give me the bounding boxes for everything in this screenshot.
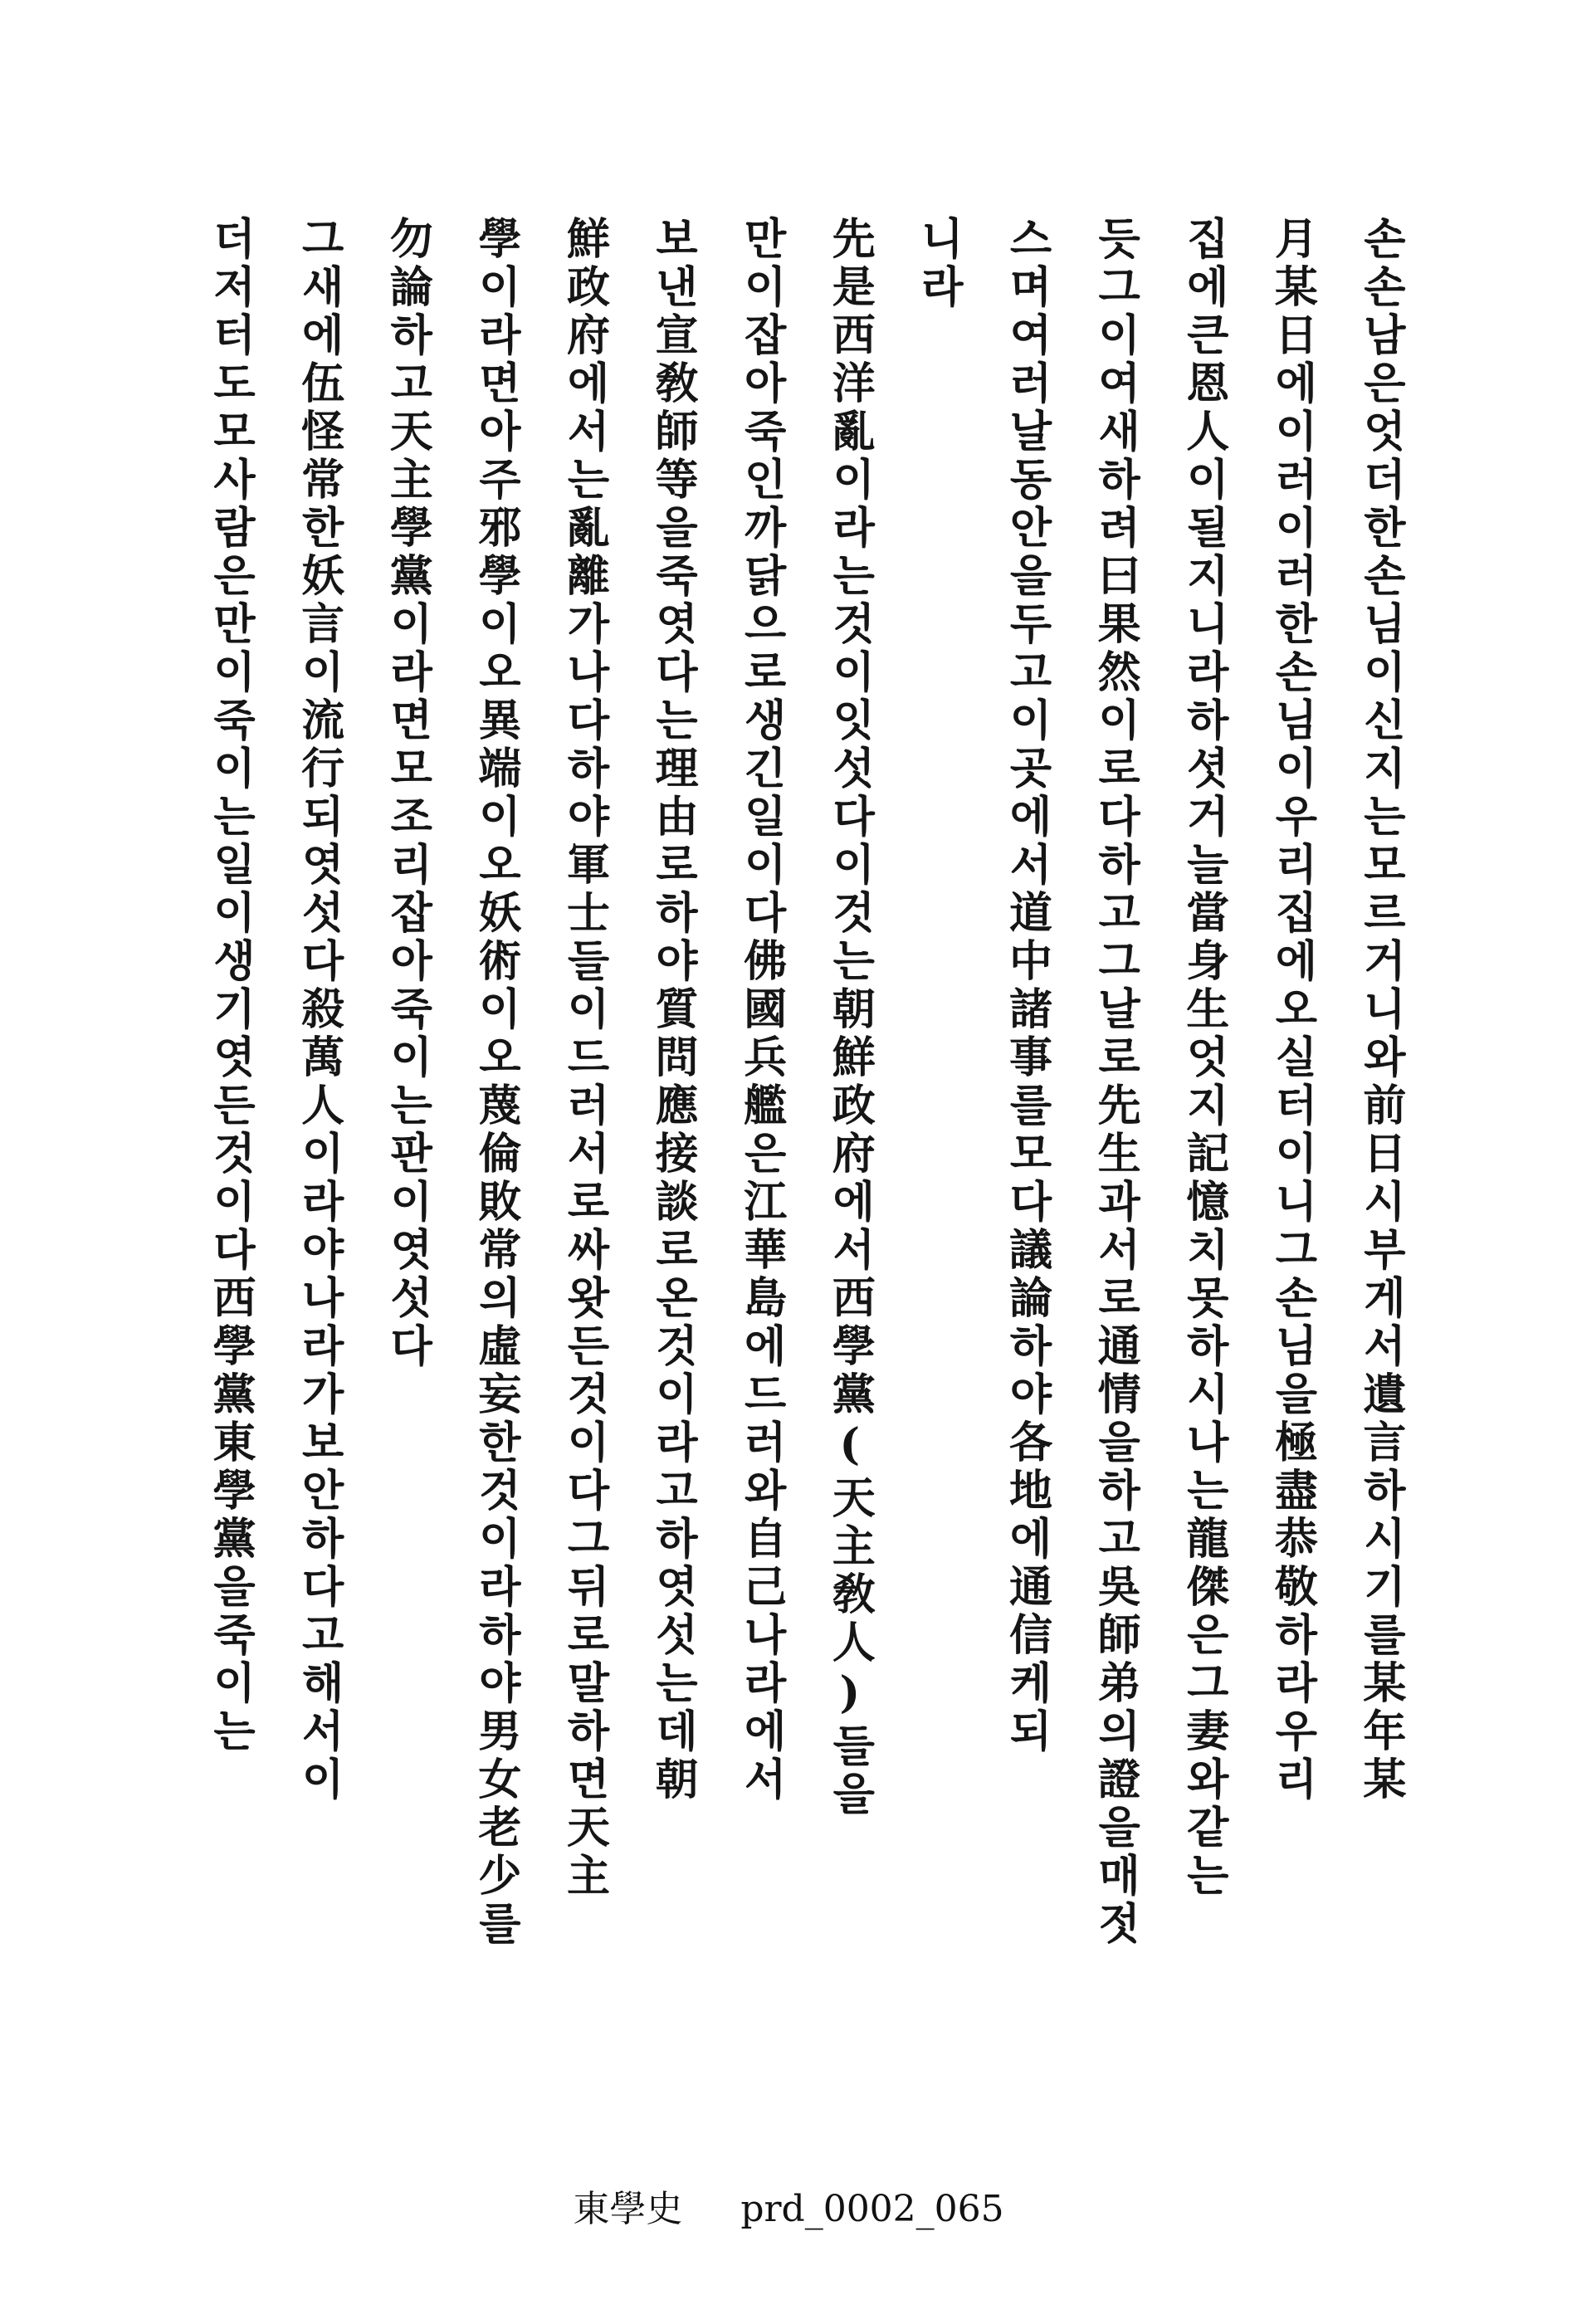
- text-column-5: 스며여러날동안을두고이곳에서道中諸事를모다議論하야各地에通信케되: [1001, 216, 1052, 1756]
- text-column-7: 先是西洋亂이라는것이잇섯다이것는朝鮮政府에서西學黨(天主敎人)들을: [824, 216, 876, 1819]
- footer-title: 東學史: [573, 2188, 683, 2230]
- text-column-6: 니라: [912, 216, 964, 312]
- text-column-9: 보낸宣敎師等을죽엿다는理由로하야質問應接談로온것이라고하엿섯는데朝: [647, 216, 699, 1804]
- text-column-1: 손손남은엇더한손님이신지는모르거니와前日시부게서遺言하시기를某年某: [1355, 216, 1406, 1804]
- text-column-14: 더저터도모사람은만이죽이는일이생기엿든것이다西學黨東學黨을죽이는: [205, 216, 256, 1756]
- text-column-12: 勿論하고天主學黨이라면모조리잡아죽이는판이엿섯다: [382, 216, 433, 1371]
- manuscript-text-area: [199, 216, 1411, 2000]
- text-column-3: 집에큰恩人이될지니라하셧거늘當身生엇지記憶치못하시나는龍傑은그妻와같는: [1178, 216, 1229, 1901]
- text-column-11: 學이라면아주邪學이오異端이오妖術이오蔑倫敗常의虛妄한것이라하야男女老少를: [470, 216, 521, 1949]
- text-column-10: 鮮政府에서는亂離가나다하야軍士들이드러서로싸왓든것이다그뒤로말하면天主: [559, 216, 610, 1901]
- text-column-13: 그새에伍怪常한妖言이流行되엿섯다殺萬人이라야나라가보안하다고해서이: [293, 216, 344, 1804]
- footer-page-code: prd_0002_065: [740, 2188, 1004, 2230]
- text-column-4: 듯그이여새하려曰果然이로다하고그날로先生과서로通情을하고吳師弟의證을매젓: [1090, 216, 1141, 1949]
- text-column-2: 月某日에이러이러한손님이우리집에오실터이니그손님을極盡恭敬하라우리: [1267, 216, 1318, 1804]
- text-column-8: 만이잡아죽인까닭으로생긴일이다佛國兵艦은江華島에드러와自己나라에서: [735, 216, 787, 1804]
- page-footer: [0, 2179, 1577, 2232]
